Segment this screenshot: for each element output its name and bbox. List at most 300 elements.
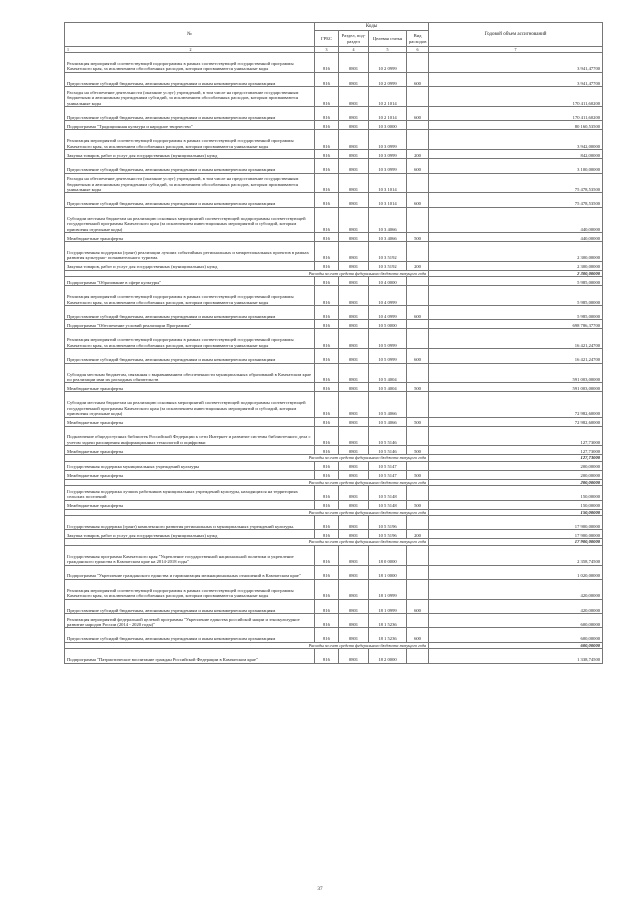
row-name-cell: Подпрограмма "Образование в сфере культуры" [65, 277, 315, 286]
row-target-cell: 18 1 5236 [369, 614, 407, 628]
row-target-cell: 10 5 0999 [369, 329, 407, 349]
row-amount-cell: 698 786,37700 [429, 320, 603, 329]
row-grbs-cell: 816 [315, 130, 339, 150]
row-amount-cell: 5 985,00000 [429, 286, 603, 306]
row-name-cell: Предоставление субсидий бюджетным, автономным учреждениям и иным некоммерческим организациям [65, 628, 315, 642]
row-grbs-cell: 816 [315, 426, 339, 446]
row-name-cell: Государственная поддержка муниципальных учреждений культуры [65, 461, 315, 470]
row-grbs-cell: 816 [315, 500, 339, 509]
row-vid-cell [407, 649, 429, 663]
row-grbs-cell: 816 [315, 232, 339, 241]
row-target-cell: 10 5 5148 [369, 500, 407, 509]
row-razdel-cell: 0801 [339, 530, 369, 539]
row-name-cell: Реализация мероприятий соответствующей подпрограммы в рамках соответствующей государственной программы Камчатского края, за исключением обособленных расходов, которым присваиваются уникальные коды [65, 53, 315, 73]
row-target-cell: 10 5 5146 [369, 426, 407, 446]
row-name-cell: Государственная программа Камчатского края "Укрепление государственной национальной политики и укрепление гражданского единства в Камчатском крае на 2014-2018 годы" [65, 545, 315, 565]
row-razdel-cell: 0801 [339, 426, 369, 446]
row-amount-cell: 150,00000 [429, 500, 603, 509]
row-amount-cell: 150,00000 [429, 486, 603, 500]
row-amount-cell: 3 100,00000 [429, 159, 603, 173]
budget-row [65, 599, 603, 613]
budget-table [64, 22, 603, 664]
row-vid-cell [407, 426, 429, 446]
budget-row [65, 193, 603, 207]
row-razdel-cell: 0801 [339, 277, 369, 286]
budget-row [65, 349, 603, 363]
row-vid-cell [407, 579, 429, 599]
row-name-cell: Предоставление субсидий бюджетным, автономным учреждениям и иным некоммерческим организациям [65, 305, 315, 319]
row-vid-cell [407, 392, 429, 417]
row-target-cell: 10 4 0999 [369, 286, 407, 306]
row-vid-cell [407, 515, 429, 529]
row-grbs-cell: 816 [315, 53, 339, 73]
row-grbs-cell: 816 [315, 614, 339, 628]
note-amount-cell: 200,00000 [429, 479, 603, 485]
row-grbs-cell: 816 [315, 417, 339, 426]
row-name-cell: Межбюджетные трансферты [65, 446, 315, 455]
row-amount-cell: 17 900,00000 [429, 515, 603, 529]
budget-row [65, 500, 603, 509]
row-name-cell: Реализация мероприятий федеральной целевой программы "Укрепление единства российской нации и этнокультурное развитие народов России (2014 - 2020 годы)" [65, 614, 315, 628]
row-name-cell: Расходы на обеспечение деятельности (оказание услуг) учреждений, в том числе на предоставление государственным бюджетным и автономным учреждениям субсидий, за исключением обособленных расходов, которым присваиваются уникальные коды [65, 87, 315, 107]
row-target-cell: 18 1 0000 [369, 565, 407, 579]
row-target-cell: 10 5 4066 [369, 417, 407, 426]
row-target-cell: 10 5 5148 [369, 486, 407, 500]
row-grbs-cell: 816 [315, 106, 339, 120]
row-razdel-cell: 0801 [339, 446, 369, 455]
row-name-cell: Предоставление субсидий бюджетным, автономным учреждениям и иным некоммерческим организациям [65, 106, 315, 120]
row-vid-cell: 600 [407, 305, 429, 319]
column-number-cell: 7 [429, 47, 603, 53]
budget-row [65, 121, 603, 130]
row-target-cell: 10 5 4066 [369, 392, 407, 417]
row-vid-cell [407, 363, 429, 383]
row-name-cell: Субсидия местным бюджетам, связанная с выравниванием обеспеченности муниципальных образований в Камчатском крае по реализации ими их расходных обязательств [65, 363, 315, 383]
budget-row [65, 277, 603, 286]
row-name-cell: Предоставление субсидий бюджетным, автономным учреждениям и иным некоммерческим организациям [65, 159, 315, 173]
row-razdel-cell: 0801 [339, 261, 369, 270]
row-amount-cell: 591 003,00000 [429, 363, 603, 383]
row-razdel-cell: 0801 [339, 232, 369, 241]
header-amount-cell: Годовой объем ассигнований [429, 23, 603, 47]
row-amount-cell: 170 411,60200 [429, 87, 603, 107]
row-name-cell: Подпрограмма "Укрепление гражданского единства и гармонизация межнациональных отношений в Камчатском крае" [65, 565, 315, 579]
budget-row [65, 614, 603, 628]
row-target-cell: 10 5 5196 [369, 515, 407, 529]
row-grbs-cell: 816 [315, 628, 339, 642]
budget-row [65, 461, 603, 470]
row-name-cell: Государственная поддержка лучших работников муниципальных учреждений культуры, находящихся на территориях сельских поселений [65, 486, 315, 500]
row-target-cell: 10 3 1014 [369, 173, 407, 193]
row-razdel-cell: 0801 [339, 87, 369, 107]
row-amount-cell: 2 300,00000 [429, 261, 603, 270]
row-name-cell: Предоставление субсидий бюджетным, автономным учреждениям и иным некоммерческим организациям [65, 72, 315, 86]
budget-row [65, 417, 603, 426]
row-name-cell: Государственная поддержка (грант) реализации лучших событийных региональных и межрегиональных проектов в рамках развития культурно- познавательного туризма. [65, 241, 315, 261]
row-vid-cell [407, 486, 429, 500]
row-vid-cell: 500 [407, 500, 429, 509]
row-vid-cell: 500 [407, 383, 429, 392]
row-target-cell: 10 3 1014 [369, 193, 407, 207]
row-name-cell: Межбюджетные трансферты [65, 383, 315, 392]
row-razdel-cell: 0801 [339, 417, 369, 426]
row-razdel-cell: 0801 [339, 579, 369, 599]
row-vid-cell [407, 207, 429, 232]
note-amount-cell: 127,73000 [429, 455, 603, 461]
budget-row [65, 486, 603, 500]
budget-row [65, 286, 603, 306]
row-vid-cell [407, 329, 429, 349]
row-amount-cell: 75 478,53500 [429, 173, 603, 193]
row-amount-cell: 72 982,60000 [429, 392, 603, 417]
row-target-cell: 10 3 0999 [369, 150, 407, 159]
row-name-cell: Закупка товаров, работ и услуг для государственных (муниципальных) нужд [65, 530, 315, 539]
row-vid-cell: 600 [407, 193, 429, 207]
row-target-cell: 10 2 1014 [369, 87, 407, 107]
budget-row [65, 150, 603, 159]
budget-row [65, 320, 603, 329]
row-amount-cell: 16 421,24700 [429, 329, 603, 349]
column-number-cell: 1 2 [65, 47, 315, 53]
header-razdel-cell: Раздел, под-раздел [339, 31, 369, 47]
row-amount-cell: 1 020,00000 [429, 565, 603, 579]
page-number: 37 [317, 886, 323, 892]
row-grbs-cell: 816 [315, 579, 339, 599]
row-vid-cell [407, 241, 429, 261]
budget-row [65, 383, 603, 392]
row-grbs-cell: 816 [315, 241, 339, 261]
row-target-cell: 10 2 0999 [369, 72, 407, 86]
budget-row [65, 628, 603, 642]
row-grbs-cell: 816 [315, 599, 339, 613]
row-name-cell: Реализация мероприятий соответствующей подпрограммы в рамках соответствующей государственной программы Камчатского края, за исключением обособленных расходов, которым присваиваются уникальные коды [65, 579, 315, 599]
row-amount-cell: 2 300,00000 [429, 241, 603, 261]
row-target-cell: 18 1 0999 [369, 579, 407, 599]
row-name-cell: Подпрограмма "Традиционная культура и народное творчество" [65, 121, 315, 130]
row-razdel-cell: 0801 [339, 53, 369, 73]
row-target-cell: 10 5 0000 [369, 320, 407, 329]
row-grbs-cell: 816 [315, 565, 339, 579]
row-vid-cell: 600 [407, 628, 429, 642]
row-razdel-cell: 0801 [339, 305, 369, 319]
row-amount-cell: 170 411,60200 [429, 106, 603, 120]
row-razdel-cell: 0801 [339, 121, 369, 130]
row-name-cell: Межбюджетные трансферты [65, 232, 315, 241]
row-target-cell: 18 1 5236 [369, 628, 407, 642]
budget-row [65, 649, 603, 663]
row-grbs-cell: 816 [315, 159, 339, 173]
row-grbs-cell: 816 [315, 446, 339, 455]
row-name-cell: Подпрограмма "Обеспечение условий реализации Программы" [65, 320, 315, 329]
row-amount-cell: 80 160,53500 [429, 121, 603, 130]
row-grbs-cell: 816 [315, 305, 339, 319]
row-grbs-cell: 816 [315, 470, 339, 479]
budget-row [65, 130, 603, 150]
budget-row [65, 232, 603, 241]
column-number-cell: 6 [407, 47, 429, 53]
row-amount-cell: 200,00000 [429, 470, 603, 479]
note-text-cell: Расходы за счет средств федерального бюджета текущего года [65, 270, 429, 276]
row-razdel-cell: 0801 [339, 614, 369, 628]
row-vid-cell [407, 461, 429, 470]
row-amount-cell: 2 358,74500 [429, 545, 603, 565]
row-vid-cell [407, 545, 429, 565]
row-amount-cell: 5 985,00000 [429, 305, 603, 319]
row-name-cell: Расходы на обеспечение деятельности (оказание услуг) учреждений, в том числе на предоставление государственным бюджетным и автономным учреждениям субсидий, за исключением обособленных расходов, которым присваиваются уникальные коды [65, 173, 315, 193]
row-razdel-cell: 0801 [339, 130, 369, 150]
column-number-cell: 4 [339, 47, 369, 53]
row-razdel-cell: 0801 [339, 649, 369, 663]
row-name-cell: Закупка товаров, работ и услуг для государственных (муниципальных) нужд [65, 150, 315, 159]
budget-row [65, 207, 603, 232]
row-amount-cell: 75 478,53500 [429, 193, 603, 207]
row-vid-cell: 600 [407, 349, 429, 363]
row-target-cell: 10 3 4066 [369, 207, 407, 232]
budget-row [65, 426, 603, 446]
row-name-cell: Реализация мероприятий соответствующей подпрограммы в рамках соответствующей государственной программы Камчатского края, за исключением обособленных расходов, которым присваиваются уникальные коды [65, 130, 315, 150]
row-target-cell: 10 5 4004 [369, 363, 407, 383]
row-target-cell: 10 5 0999 [369, 349, 407, 363]
header-row-top [65, 23, 603, 31]
row-razdel-cell: 0801 [339, 320, 369, 329]
note-amount-cell: 17 900,00000 [429, 539, 603, 545]
row-name-cell: Межбюджетные трансферты [65, 417, 315, 426]
row-razdel-cell: 0801 [339, 628, 369, 642]
row-amount-cell: 127,73000 [429, 446, 603, 455]
row-target-cell: 10 4 0000 [369, 277, 407, 286]
row-target-cell: 18 2 0000 [369, 649, 407, 663]
note-amount-cell: 2 300,00000 [429, 270, 603, 276]
row-name-cell: Предоставление субсидий бюджетным, автономным учреждениям и иным некоммерческим организациям [65, 599, 315, 613]
row-target-cell: 10 2 0999 [369, 53, 407, 73]
column-number-cell: 5 [369, 47, 407, 53]
row-vid-cell [407, 87, 429, 107]
budget-row [65, 530, 603, 539]
row-vid-cell [407, 277, 429, 286]
budget-row [65, 565, 603, 579]
row-target-cell: 10 3 5192 [369, 241, 407, 261]
note-text-cell: Расходы за счет средств федерального бюджета текущего года [65, 455, 429, 461]
row-name-cell: Государственная поддержка (грант) комплексного развития региональных и муниципальных учреждений культуры. [65, 515, 315, 529]
row-vid-cell [407, 565, 429, 579]
budget-row [65, 159, 603, 173]
note-amount-cell: 150,00000 [429, 509, 603, 515]
note-text-cell: Расходы за счет средств федерального бюджета текущего года [65, 539, 429, 545]
row-razdel-cell: 0801 [339, 193, 369, 207]
row-target-cell: 10 3 5192 [369, 261, 407, 270]
row-vid-cell: 600 [407, 106, 429, 120]
budget-table-body [65, 23, 603, 664]
row-razdel-cell: 0801 [339, 72, 369, 86]
row-grbs-cell: 816 [315, 545, 339, 565]
header-vid-cell: Вид расходов [407, 31, 429, 47]
row-razdel-cell: 0801 [339, 545, 369, 565]
row-razdel-cell: 0801 [339, 286, 369, 306]
row-vid-cell [407, 173, 429, 193]
row-target-cell: 10 5 5147 [369, 470, 407, 479]
row-grbs-cell: 816 [315, 173, 339, 193]
row-grbs-cell: 816 [315, 207, 339, 232]
row-razdel-cell: 0801 [339, 150, 369, 159]
row-name-cell: Подключение общедоступных библиотек Российской Федерации к сети Интернет и развитие системы библиотечного дела с учетом задачи расширения информационных технологий и оцифровки [65, 426, 315, 446]
row-grbs-cell: 816 [315, 261, 339, 270]
row-amount-cell: 17 900,00000 [429, 530, 603, 539]
document-page [64, 22, 602, 664]
budget-row [65, 392, 603, 417]
row-grbs-cell: 816 [315, 530, 339, 539]
budget-row [65, 446, 603, 455]
budget-row [65, 363, 603, 383]
budget-row [65, 72, 603, 86]
row-vid-cell [407, 614, 429, 628]
row-target-cell: 18 1 0999 [369, 599, 407, 613]
row-grbs-cell: 816 [315, 72, 339, 86]
row-grbs-cell: 816 [315, 121, 339, 130]
row-vid-cell [407, 121, 429, 130]
row-amount-cell: 600,00000 [429, 614, 603, 628]
row-amount-cell: 1 338,74500 [429, 649, 603, 663]
budget-row [65, 241, 603, 261]
note-amount-cell: 600,00000 [429, 642, 603, 648]
row-amount-cell: 72 982,60000 [429, 417, 603, 426]
row-amount-cell: 842,00000 [429, 150, 603, 159]
row-vid-cell: 500 [407, 470, 429, 479]
budget-row [65, 470, 603, 479]
row-target-cell: 10 5 5196 [369, 530, 407, 539]
row-grbs-cell: 816 [315, 150, 339, 159]
row-amount-cell: 420,00000 [429, 579, 603, 599]
row-grbs-cell: 816 [315, 277, 339, 286]
row-vid-cell: 500 [407, 446, 429, 455]
row-vid-cell: 600 [407, 72, 429, 86]
row-razdel-cell: 0801 [339, 349, 369, 363]
row-razdel-cell: 0801 [339, 515, 369, 529]
row-razdel-cell: 0801 [339, 461, 369, 470]
row-amount-cell: 127,73000 [429, 426, 603, 446]
row-grbs-cell: 816 [315, 320, 339, 329]
row-vid-cell: 500 [407, 417, 429, 426]
row-razdel-cell: 0801 [339, 329, 369, 349]
row-grbs-cell: 816 [315, 486, 339, 500]
row-target-cell: 10 5 5146 [369, 446, 407, 455]
row-target-cell: 18 0 0000 [369, 545, 407, 565]
column-number-cell: 3 [315, 47, 339, 53]
row-vid-cell [407, 53, 429, 73]
row-razdel-cell: 0801 [339, 363, 369, 383]
row-grbs-cell: 816 [315, 461, 339, 470]
row-razdel-cell: 0801 [339, 241, 369, 261]
row-vid-cell: 600 [407, 159, 429, 173]
budget-row [65, 261, 603, 270]
row-vid-cell [407, 130, 429, 150]
row-amount-cell: 3 941,47700 [429, 72, 603, 86]
row-target-cell: 10 3 0999 [369, 159, 407, 173]
budget-row [65, 53, 603, 73]
header-target-cell: Целевая статья [369, 31, 407, 47]
row-razdel-cell: 0801 [339, 500, 369, 509]
note-text-cell: Расходы за счет средств федерального бюджета текущего года [65, 642, 429, 648]
row-amount-cell: 440,00000 [429, 207, 603, 232]
row-grbs-cell: 816 [315, 392, 339, 417]
row-name-cell: Субсидии местным бюджетам на реализацию основных мероприятий соответствующей подпрограммы соответствующей государственной программы Камчатского края (за исключением инвестиционных мероприятий и субсидий, которым присвоены отдельные коды) [65, 392, 315, 417]
row-vid-cell: 600 [407, 599, 429, 613]
row-vid-cell [407, 320, 429, 329]
row-amount-cell: 3 941,47700 [429, 53, 603, 73]
row-name-cell: Подпрограмма "Патриотическое воспитание граждан Российской Федерации в Камчатском крае" [65, 649, 315, 663]
row-razdel-cell: 0801 [339, 486, 369, 500]
row-amount-cell: 3 942,00000 [429, 130, 603, 150]
budget-row [65, 545, 603, 565]
row-target-cell: 10 3 0000 [369, 121, 407, 130]
budget-row [65, 305, 603, 319]
row-amount-cell: 600,00000 [429, 628, 603, 642]
row-vid-cell [407, 286, 429, 306]
row-target-cell: 10 3 4066 [369, 232, 407, 241]
row-grbs-cell: 816 [315, 193, 339, 207]
row-amount-cell: 420,00000 [429, 599, 603, 613]
row-razdel-cell: 0801 [339, 565, 369, 579]
row-vid-cell: 200 [407, 150, 429, 159]
row-amount-cell: 200,00000 [429, 461, 603, 470]
row-vid-cell: 500 [407, 232, 429, 241]
row-name-cell: Реализация мероприятий соответствующей подпрограммы в рамках соответствующей государственной программы Камчатского края, за исключением обособленных расходов, которым присваиваются уникальные коды [65, 329, 315, 349]
budget-row [65, 87, 603, 107]
header-grbs-cell: ГРБС [315, 31, 339, 47]
row-razdel-cell: 0801 [339, 173, 369, 193]
budget-row [65, 329, 603, 349]
budget-row [65, 579, 603, 599]
row-razdel-cell: 0801 [339, 470, 369, 479]
row-vid-cell: 200 [407, 261, 429, 270]
row-grbs-cell: 816 [315, 649, 339, 663]
row-target-cell: 10 4 0999 [369, 305, 407, 319]
header-codes-cell: Коды [315, 23, 429, 31]
row-name-cell: Субсидии местным бюджетам на реализацию основных мероприятий соответствующей подпрограммы соответствующей государственной программы Камчатского края (за исключением инвестиционных мероприятий и субсидий, которым присвоены отдельные коды) [65, 207, 315, 232]
row-grbs-cell: 816 [315, 286, 339, 306]
row-razdel-cell: 0801 [339, 392, 369, 417]
budget-row [65, 173, 603, 193]
row-amount-cell: 5 985,00000 [429, 277, 603, 286]
row-target-cell: 10 5 5147 [369, 461, 407, 470]
row-amount-cell: 591 003,00000 [429, 383, 603, 392]
row-amount-cell: 16 421,24700 [429, 349, 603, 363]
row-amount-cell: 440,00000 [429, 232, 603, 241]
row-name-cell: Реализация мероприятий соответствующей подпрограммы в рамках соответствующей государственной программы Камчатского края, за исключением обособленных расходов, которым присваиваются уникальные коды [65, 286, 315, 306]
note-text-cell: Расходы за счет средств федерального бюджета текущего года [65, 509, 429, 515]
row-razdel-cell: 0801 [339, 106, 369, 120]
row-name-cell: Предоставление субсидий бюджетным, автономным учреждениям и иным некоммерческим организациям [65, 349, 315, 363]
row-target-cell: 10 3 0999 [369, 130, 407, 150]
row-grbs-cell: 816 [315, 515, 339, 529]
row-razdel-cell: 0801 [339, 159, 369, 173]
row-name-cell: Межбюджетные трансферты [65, 470, 315, 479]
row-vid-cell: 200 [407, 530, 429, 539]
budget-row [65, 106, 603, 120]
row-grbs-cell: 816 [315, 383, 339, 392]
note-text-cell: Расходы за счет средств федерального бюджета текущего года [65, 479, 429, 485]
row-grbs-cell: 816 [315, 349, 339, 363]
header-number-cell: № [65, 23, 315, 47]
row-razdel-cell: 0801 [339, 383, 369, 392]
row-target-cell: 10 5 4004 [369, 383, 407, 392]
row-grbs-cell: 816 [315, 87, 339, 107]
row-razdel-cell: 0801 [339, 599, 369, 613]
row-target-cell: 10 2 1014 [369, 106, 407, 120]
budget-row [65, 515, 603, 529]
row-grbs-cell: 816 [315, 363, 339, 383]
row-name-cell: Закупка товаров, работ и услуг для государственных (муниципальных) нужд [65, 261, 315, 270]
row-grbs-cell: 816 [315, 329, 339, 349]
